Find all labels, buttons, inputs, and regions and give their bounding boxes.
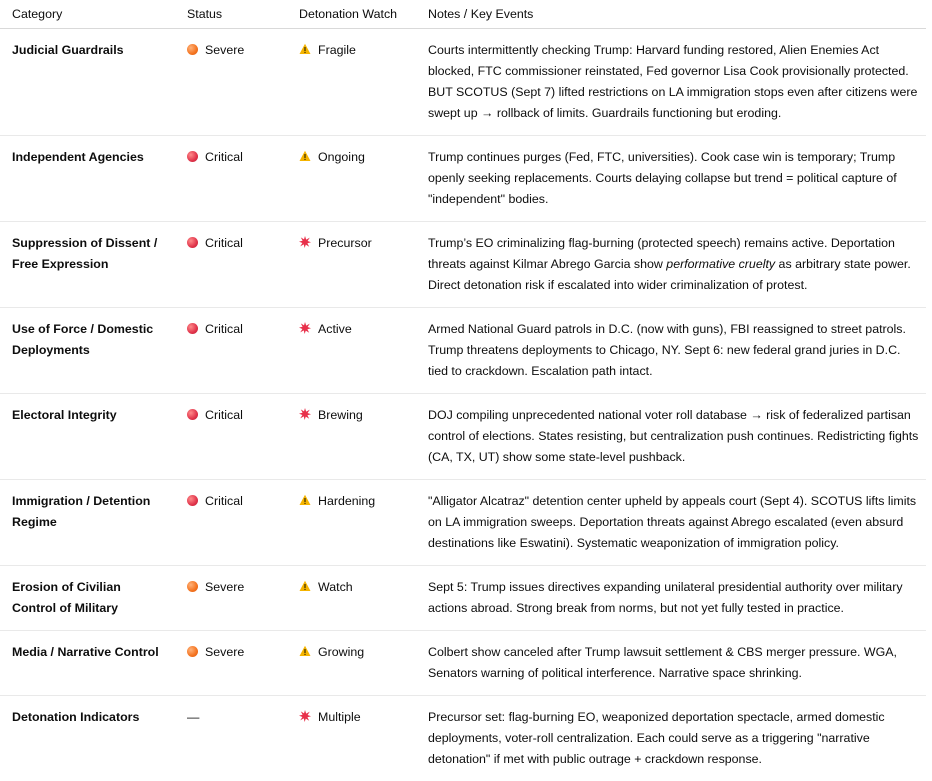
red-circle-icon [187,409,198,420]
notes-cell: Trump continues purges (Fed, FTC, universities). Cook case win is temporary; Trump openly seeking replacements. Courts delaying collapse but trend = political capture of "independent" bodies. [416,136,926,222]
orange-circle-icon [187,44,198,55]
notes-cell: Precursor set: flag-burning EO, weaponized deportation spectacle, armed domestic deployments, voter-roll centralization. Each could serve as a triggering "narrative detonation" if met with public outrage + crackdown response. [416,696,926,781]
watch-text: Hardening [318,494,375,508]
warning-icon [299,580,311,592]
status-cell [175,29,287,136]
notes-cell: Sept 5: Trump issues directives expanding unilateral presidential authority over military actions abroad. Strong break from norms, but not yet fully tested in practice. [416,566,926,631]
notes-text: as arbitrary state power. Direct detonation risk if escalated into wider criminalization of protest. [428,257,911,292]
orange-circle-icon [187,581,198,592]
header-status[interactable]: Status [175,0,287,29]
notes-emphasis: performative cruelty [666,257,775,271]
category-cell: Suppression of Dissent / Free Expression [0,222,175,308]
table-row [0,696,926,781]
category-cell: Use of Force / Domestic Deployments [0,308,175,394]
category-cell: Erosion of Civilian Control of Military [0,566,175,631]
watch-text: Multiple [318,710,361,724]
warning-icon [299,150,311,162]
notes-cell: DOJ compiling unprecedented national voter roll database → risk of federalized partisan control of elections. States resisting, but centralization push continues. Redistricting fights (CA, TX, UT) show some state-level pushback. [416,394,926,480]
status-text: Critical [205,408,243,422]
table-row [0,394,926,480]
collision-icon [299,236,311,248]
status-cell [175,222,287,308]
table-row [0,222,926,308]
category-cell: Judicial Guardrails [0,29,175,136]
collision-icon [299,710,311,722]
collision-icon [299,408,311,420]
orange-circle-icon [187,646,198,657]
watch-text: Growing [318,645,364,659]
status-cell [175,394,287,480]
category-cell: Media / Narrative Control [0,631,175,696]
table-row [0,308,926,394]
status-cell [175,696,287,781]
warning-icon [299,43,311,55]
red-circle-icon [187,237,198,248]
table-row [0,631,926,696]
category-cell: Electoral Integrity [0,394,175,480]
watch-text: Active [318,322,352,336]
watch-text: Brewing [318,408,363,422]
warning-icon [299,494,311,506]
red-circle-icon [187,323,198,334]
table-header [0,0,926,29]
table-row [0,29,926,136]
status-text: Critical [205,494,243,508]
notes-cell: Armed National Guard patrols in D.C. (now with guns), FBI reassigned to street patrols. Trump threatens deployments to Chicago, NY. Sept 6: new federal grand juries in D.C. tied to crackdown. Escalation path intact. [416,308,926,394]
watch-text: Watch [318,580,353,594]
watch-cell [287,222,416,308]
notes-cell: "Alligator Alcatraz" detention center upheld by appeals court (Sept 4). SCOTUS lifts limits on LA immigration sweeps. Deportation threats against Abrego escalated (even absurd destinations like Eswatini). Systematic weaponization of immigration policy. [416,480,926,566]
notes-cell: Courts intermittently checking Trump: Harvard funding restored, Alien Enemies Act blocked, FTC commissioner reinstated, Fed governor Lisa Cook provisionally protected. BUT SCOTUS (Sept 7) lifted restrictions on LA immigration stops even after citizens were swept up → rollback of limits. Guardrails functioning but eroding. [416,29,926,136]
notes-text: Trump’s EO criminalizing flag-burning (protected speech) remains active. Deportation threats against Kilmar Abrego Garcia show [428,236,895,271]
header-detonation-watch[interactable]: Detonation Watch [287,0,416,29]
table-row [0,566,926,631]
watch-text: Ongoing [318,150,365,164]
status-text: Severe [205,580,244,594]
category-cell: Detonation Indicators [0,696,175,781]
watch-text: Fragile [318,43,356,57]
notes-cell: Colbert show canceled after Trump lawsuit settlement & CBS merger pressure. WGA, Senators warning of political interference. Narrative space shrinking. [416,631,926,696]
watch-cell [287,696,416,781]
notes-cell [416,222,926,308]
status-cell [175,480,287,566]
status-text: Severe [205,645,244,659]
table-body [0,29,926,781]
category-cell: Independent Agencies [0,136,175,222]
status-cell [175,631,287,696]
table-row [0,480,926,566]
watch-cell [287,136,416,222]
status-text: Critical [205,150,243,164]
red-circle-icon [187,151,198,162]
status-cell [175,566,287,631]
table-row [0,136,926,222]
watch-cell [287,29,416,136]
status-cell [175,136,287,222]
header-row [0,0,926,29]
category-cell: Immigration / Detention Regime [0,480,175,566]
watch-cell [287,631,416,696]
header-notes[interactable]: Notes / Key Events [416,0,926,29]
watch-cell [287,480,416,566]
red-circle-icon [187,495,198,506]
warning-icon [299,645,311,657]
watch-cell [287,308,416,394]
status-text: Critical [205,236,243,250]
watch-cell [287,394,416,480]
watch-text: Precursor [318,236,372,250]
status-text: Critical [205,322,243,336]
status-cell [175,308,287,394]
status-text: Severe [205,43,244,57]
status-text: — [187,710,199,724]
collision-icon [299,322,311,334]
header-category[interactable]: Category [0,0,175,29]
watch-cell [287,566,416,631]
